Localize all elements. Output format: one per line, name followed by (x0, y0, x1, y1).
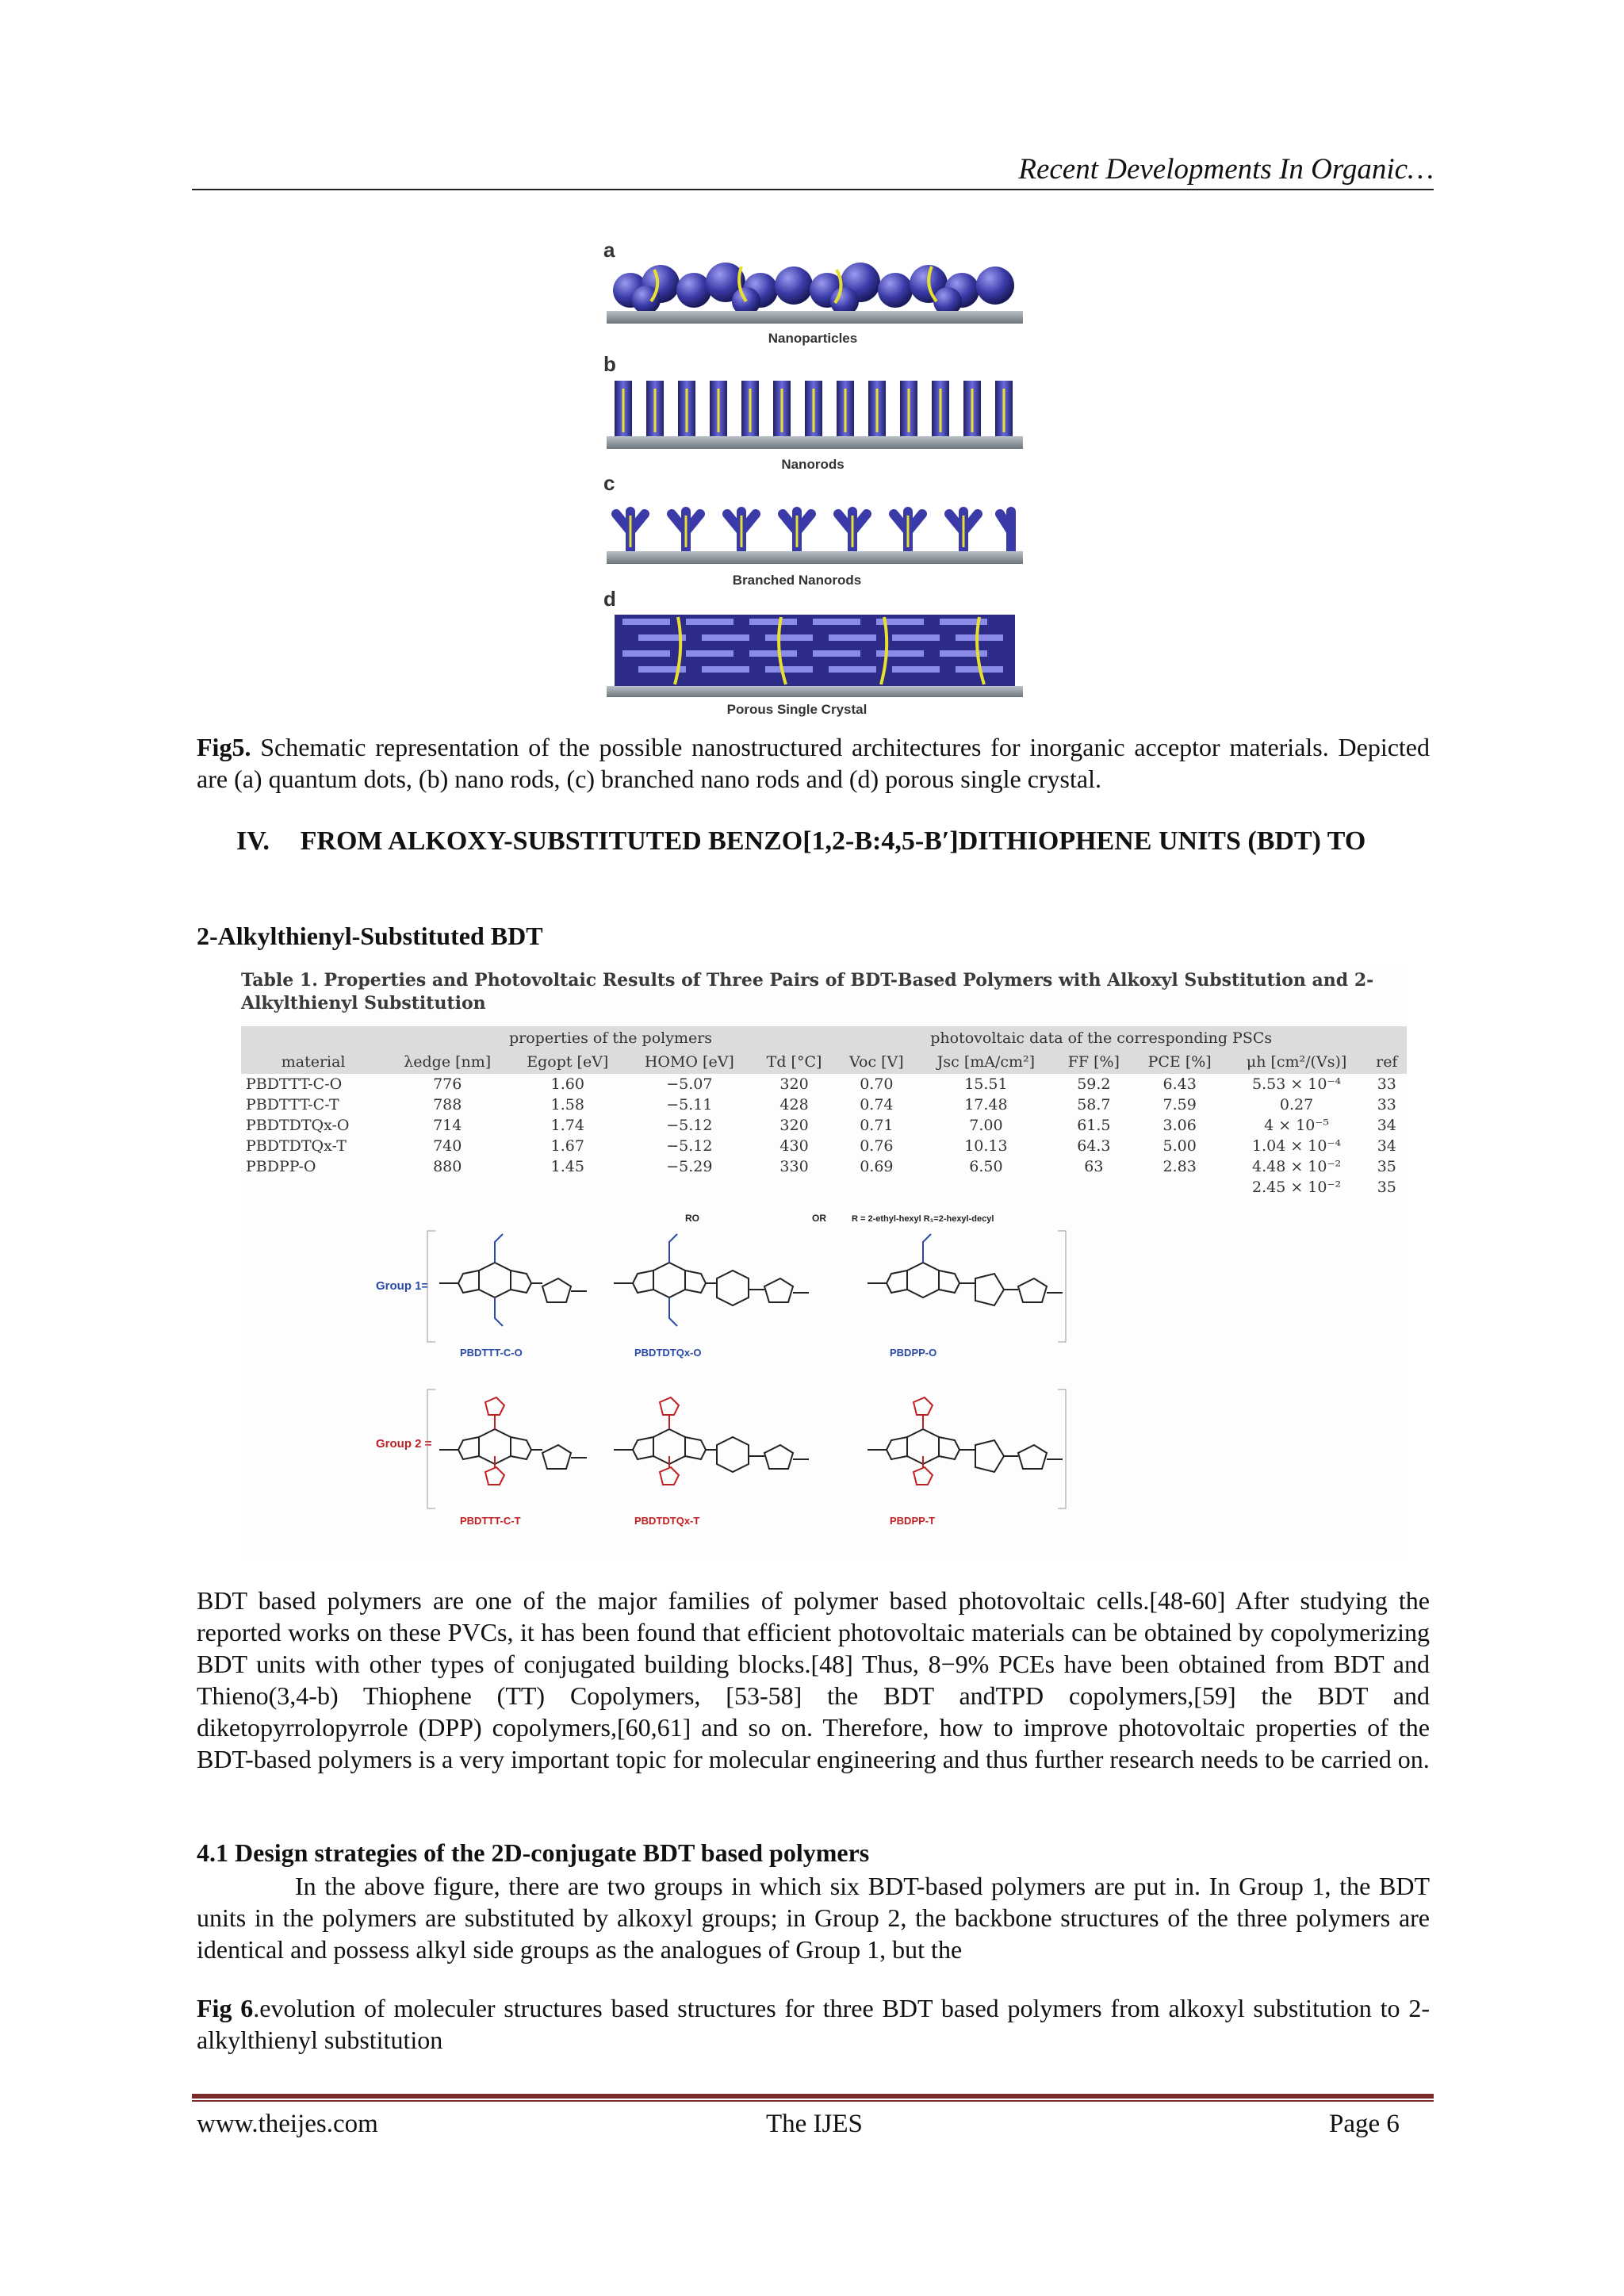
table-cell: 320 (779, 1075, 809, 1093)
table-cell: 0.27 (1279, 1096, 1314, 1114)
table-cell: 1.04 × 10⁻⁴ (1252, 1137, 1342, 1155)
footer-journal: The IJES (766, 2110, 863, 2138)
molecule-skeletons (439, 1263, 1063, 1472)
column-header: Td [°C] (753, 1050, 836, 1074)
figure-6-caption-text: .evolution of moleculer structures based structures for three BDT based polymers from alkoxyl substitution to 2-alkylthienyl substitution (197, 1994, 1431, 2054)
table-cell: −5.12 (666, 1137, 713, 1155)
column-header: Egopt [eV] (509, 1050, 626, 1074)
body-paragraph-1: BDT based polymers are one of the major families of polymer based photovoltaic cells.[48-60] After studying the reported works on these PVCs, it has been found that efficient photovoltaic materials can be obtained by copolymerizing BDT units with other types of conjugated building blocks.[48] Thus, 8−9% PCEs have been obtained from BDT and Thieno(3,4-b) Thiophene (TT) Copolymers, [53-58] the BDT andTPD copolymers,[59] the BDT and diketopyrrolopyrrole (DPP) copolymers,[60,61] and so on. Therefore, how to improve photovoltaic properties of the BDT-based polymers is a very important topic for molecular engineering and thus further research needs to be carried on. (197, 1586, 1430, 1773)
table-cell: 880 (433, 1158, 462, 1175)
table-cell: −5.12 (666, 1117, 713, 1134)
footer-rule (192, 2094, 1434, 2099)
structure-name-g1-3: PBDPP-O (890, 1347, 937, 1359)
table-cell: 34 (1377, 1137, 1396, 1155)
panel-a-label: Nanoparticles (768, 331, 858, 346)
table-cell: 33 (1377, 1096, 1396, 1114)
table-cell: 15.51 (964, 1075, 1008, 1093)
table-cell: 0.74 (860, 1096, 894, 1114)
table-cell: 35 (1377, 1179, 1396, 1196)
table-cell: PBDPP-O (246, 1158, 316, 1175)
structure-name-g1-1: PBDTTT-C-O (460, 1347, 523, 1359)
table-cell: 1.45 (550, 1158, 584, 1175)
group-1-label: Group 1= (376, 1279, 429, 1293)
table-cell: 4 × 10⁻⁵ (1264, 1117, 1330, 1134)
table-header-blank (241, 1026, 385, 1050)
table-cell: PBDTDTQx-T (246, 1137, 347, 1155)
column-header: μh [cm²/(Vs)] (1227, 1050, 1367, 1074)
table-cell: 4.48 × 10⁻² (1252, 1158, 1342, 1175)
polymer-structures-diagram (241, 1207, 1407, 1556)
table-cell: 430 (779, 1137, 809, 1155)
panel-d-label: Porous Single Crystal (726, 702, 868, 717)
figure-5-caption-label: Fig5. (197, 733, 251, 761)
column-header: Jsc [mA/cm²] (917, 1050, 1055, 1074)
table-1-caption: Table 1. Properties and Photovoltaic Results of Three Pairs of BDT-Based Polymers with Alkoxyl Substitution and 2-Alkylthienyl Substitution (241, 970, 1374, 1014)
table-cell (917, 1177, 1055, 1198)
table-cell: 0.71 (860, 1117, 894, 1134)
column-header: ref (1367, 1050, 1407, 1074)
column-header: material (241, 1050, 385, 1074)
table-cell: 428 (779, 1096, 809, 1114)
column-header: FF [%] (1055, 1050, 1133, 1074)
footer-page-number: Page 6 (1329, 2110, 1400, 2138)
table-cell (836, 1177, 917, 1198)
table-cell: 740 (433, 1137, 462, 1155)
table-1 (241, 1026, 1407, 1198)
table-cell: 2.45 × 10⁻² (1252, 1179, 1342, 1196)
table-cell: 7.59 (1162, 1096, 1197, 1114)
column-header: PCE [%] (1133, 1050, 1227, 1074)
nanostructure-schematic (599, 238, 1035, 718)
section-number: IV. (236, 826, 270, 856)
table-cell (385, 1177, 509, 1198)
table-cell: 1.60 (550, 1075, 584, 1093)
figure-5-caption-text: Schematic representation of the possible nanostructured architectures for inorganic acceptor materials. Depicted are (a) quantum dots, (b) nano rods, (c) branched nano rods and (d) porous single crystal. (197, 733, 1430, 793)
footer-rule-thin (192, 2100, 1434, 2102)
table-cell: PBDTTT-C-T (246, 1096, 339, 1114)
panel-b-label: Nanorods (781, 457, 845, 472)
panel-d-letter: d (603, 587, 616, 611)
column-header: HOMO [eV] (626, 1050, 753, 1074)
table-cell: 0.76 (860, 1137, 894, 1155)
table-cell: 34 (1377, 1117, 1396, 1134)
table-cell: 776 (433, 1075, 462, 1093)
table-cell: 714 (433, 1117, 462, 1134)
table-cell: 17.48 (964, 1096, 1008, 1114)
figure-6-caption-label: Fig 6 (197, 1994, 254, 2022)
subheading: 2-Alkylthienyl-Substituted BDT (197, 922, 543, 950)
table-cell: 320 (779, 1117, 809, 1134)
table-cell: 5.53 × 10⁻⁴ (1252, 1075, 1342, 1093)
table-cell: 33 (1377, 1075, 1396, 1093)
header-rule (192, 189, 1434, 190)
subsection-heading: 4.1 Design strategies of the 2D-conjugate BDT based polymers (197, 1838, 870, 1867)
table-cell: 0.69 (860, 1158, 894, 1175)
table-cell: PBDTDTQx-O (246, 1117, 350, 1134)
table-cell: 64.3 (1077, 1137, 1111, 1155)
nanoparticles-drawing (607, 263, 1023, 324)
panel-a-letter: a (603, 238, 615, 262)
table-row (241, 1074, 1407, 1094)
table-cell: 1.74 (550, 1117, 584, 1134)
column-header: λedge [nm] (385, 1050, 509, 1074)
table-group-header-properties: properties of the polymers (385, 1026, 836, 1050)
or-label: OR (812, 1213, 826, 1224)
table-cell: 7.00 (969, 1117, 1003, 1134)
table-cell: 35 (1377, 1158, 1396, 1175)
table-group-header-photovoltaic: photovoltaic data of the corresponding PSCs (836, 1026, 1367, 1050)
branched-nanorods-drawing (616, 512, 1011, 551)
table-cell (241, 1177, 385, 1198)
structure-name-g2-2: PBDTDTQx-T (634, 1515, 700, 1527)
porous-crystal-drawing (607, 615, 1023, 697)
nanorods-drawing (607, 381, 1023, 449)
footer-website: www.theijes.com (197, 2110, 378, 2138)
table-row (241, 1177, 1407, 1198)
table-cell: 61.5 (1077, 1117, 1111, 1134)
table-row (241, 1094, 1407, 1115)
table-cell: 63 (1084, 1158, 1104, 1175)
table-cell: PBDTTT-C-O (246, 1075, 343, 1093)
figure-5-illustration (599, 238, 1035, 718)
table-cell: 59.2 (1077, 1075, 1111, 1093)
table-cell: 1.58 (550, 1096, 584, 1114)
table-cell: −5.11 (666, 1096, 713, 1114)
column-header: Voc [V] (836, 1050, 917, 1074)
table-cell (1133, 1177, 1227, 1198)
table-cell (509, 1177, 626, 1198)
group-2-label: Group 2 = (376, 1437, 432, 1451)
table-row (241, 1115, 1407, 1136)
table-cell: 5.00 (1162, 1137, 1197, 1155)
panel-c-letter: c (603, 471, 615, 495)
table-row (241, 1136, 1407, 1156)
figure-6-caption (197, 1992, 1430, 2056)
section-title: FROM ALKOXY-SUBSTITUTED BENZO[1,2-B:4,5-B′]DITHIOPHENE UNITS (BDT) TO (300, 826, 1366, 856)
table-cell: 6.43 (1162, 1075, 1197, 1093)
structure-name-g2-1: PBDTTT-C-T (460, 1515, 521, 1527)
ro-label: RO (685, 1213, 699, 1224)
figure-5-caption (197, 731, 1430, 795)
table-cell: −5.07 (666, 1075, 713, 1093)
panel-b-letter: b (603, 352, 616, 376)
table-cell: 3.06 (1162, 1117, 1197, 1134)
body-paragraph-2: In the above figure, there are two groups in which six BDT-based polymers are put in. In Group 1, the BDT units in the polymers are substituted by alkoxyl groups; in Group 2, the backbone structures of the three polymers are identical and possess alkyl side groups as the analogues of Group 1, but the (197, 1872, 1430, 1964)
table-cell: 330 (779, 1158, 809, 1175)
panel-c-label: Branched Nanorods (732, 573, 862, 588)
table-cell: 58.7 (1077, 1096, 1111, 1114)
table-cell: 788 (433, 1096, 462, 1114)
thienyl-side-chains (485, 1397, 933, 1485)
running-header: Recent Developments In Organic… (1018, 153, 1434, 186)
table-cell: 0.70 (860, 1075, 894, 1093)
structure-name-g2-3: PBDPP-T (890, 1515, 936, 1527)
table-cell (753, 1177, 836, 1198)
structure-name-g1-2: PBDTDTQx-O (634, 1347, 702, 1359)
section-heading (197, 825, 1430, 858)
substituent-legend: R = 2-ethyl-hexyl R₁=2-hexyl-decyl (852, 1214, 994, 1224)
table-cell: 6.50 (969, 1158, 1003, 1175)
table-cell (1055, 1177, 1133, 1198)
table-header-blank (1367, 1026, 1407, 1050)
table-cell (626, 1177, 753, 1198)
table-cell: 2.83 (1162, 1158, 1197, 1175)
table-1-figure (241, 969, 1407, 1556)
table-cell: −5.29 (666, 1158, 713, 1175)
table-cell: 1.67 (550, 1137, 584, 1155)
table-row (241, 1156, 1407, 1177)
table-cell: 10.13 (964, 1137, 1008, 1155)
